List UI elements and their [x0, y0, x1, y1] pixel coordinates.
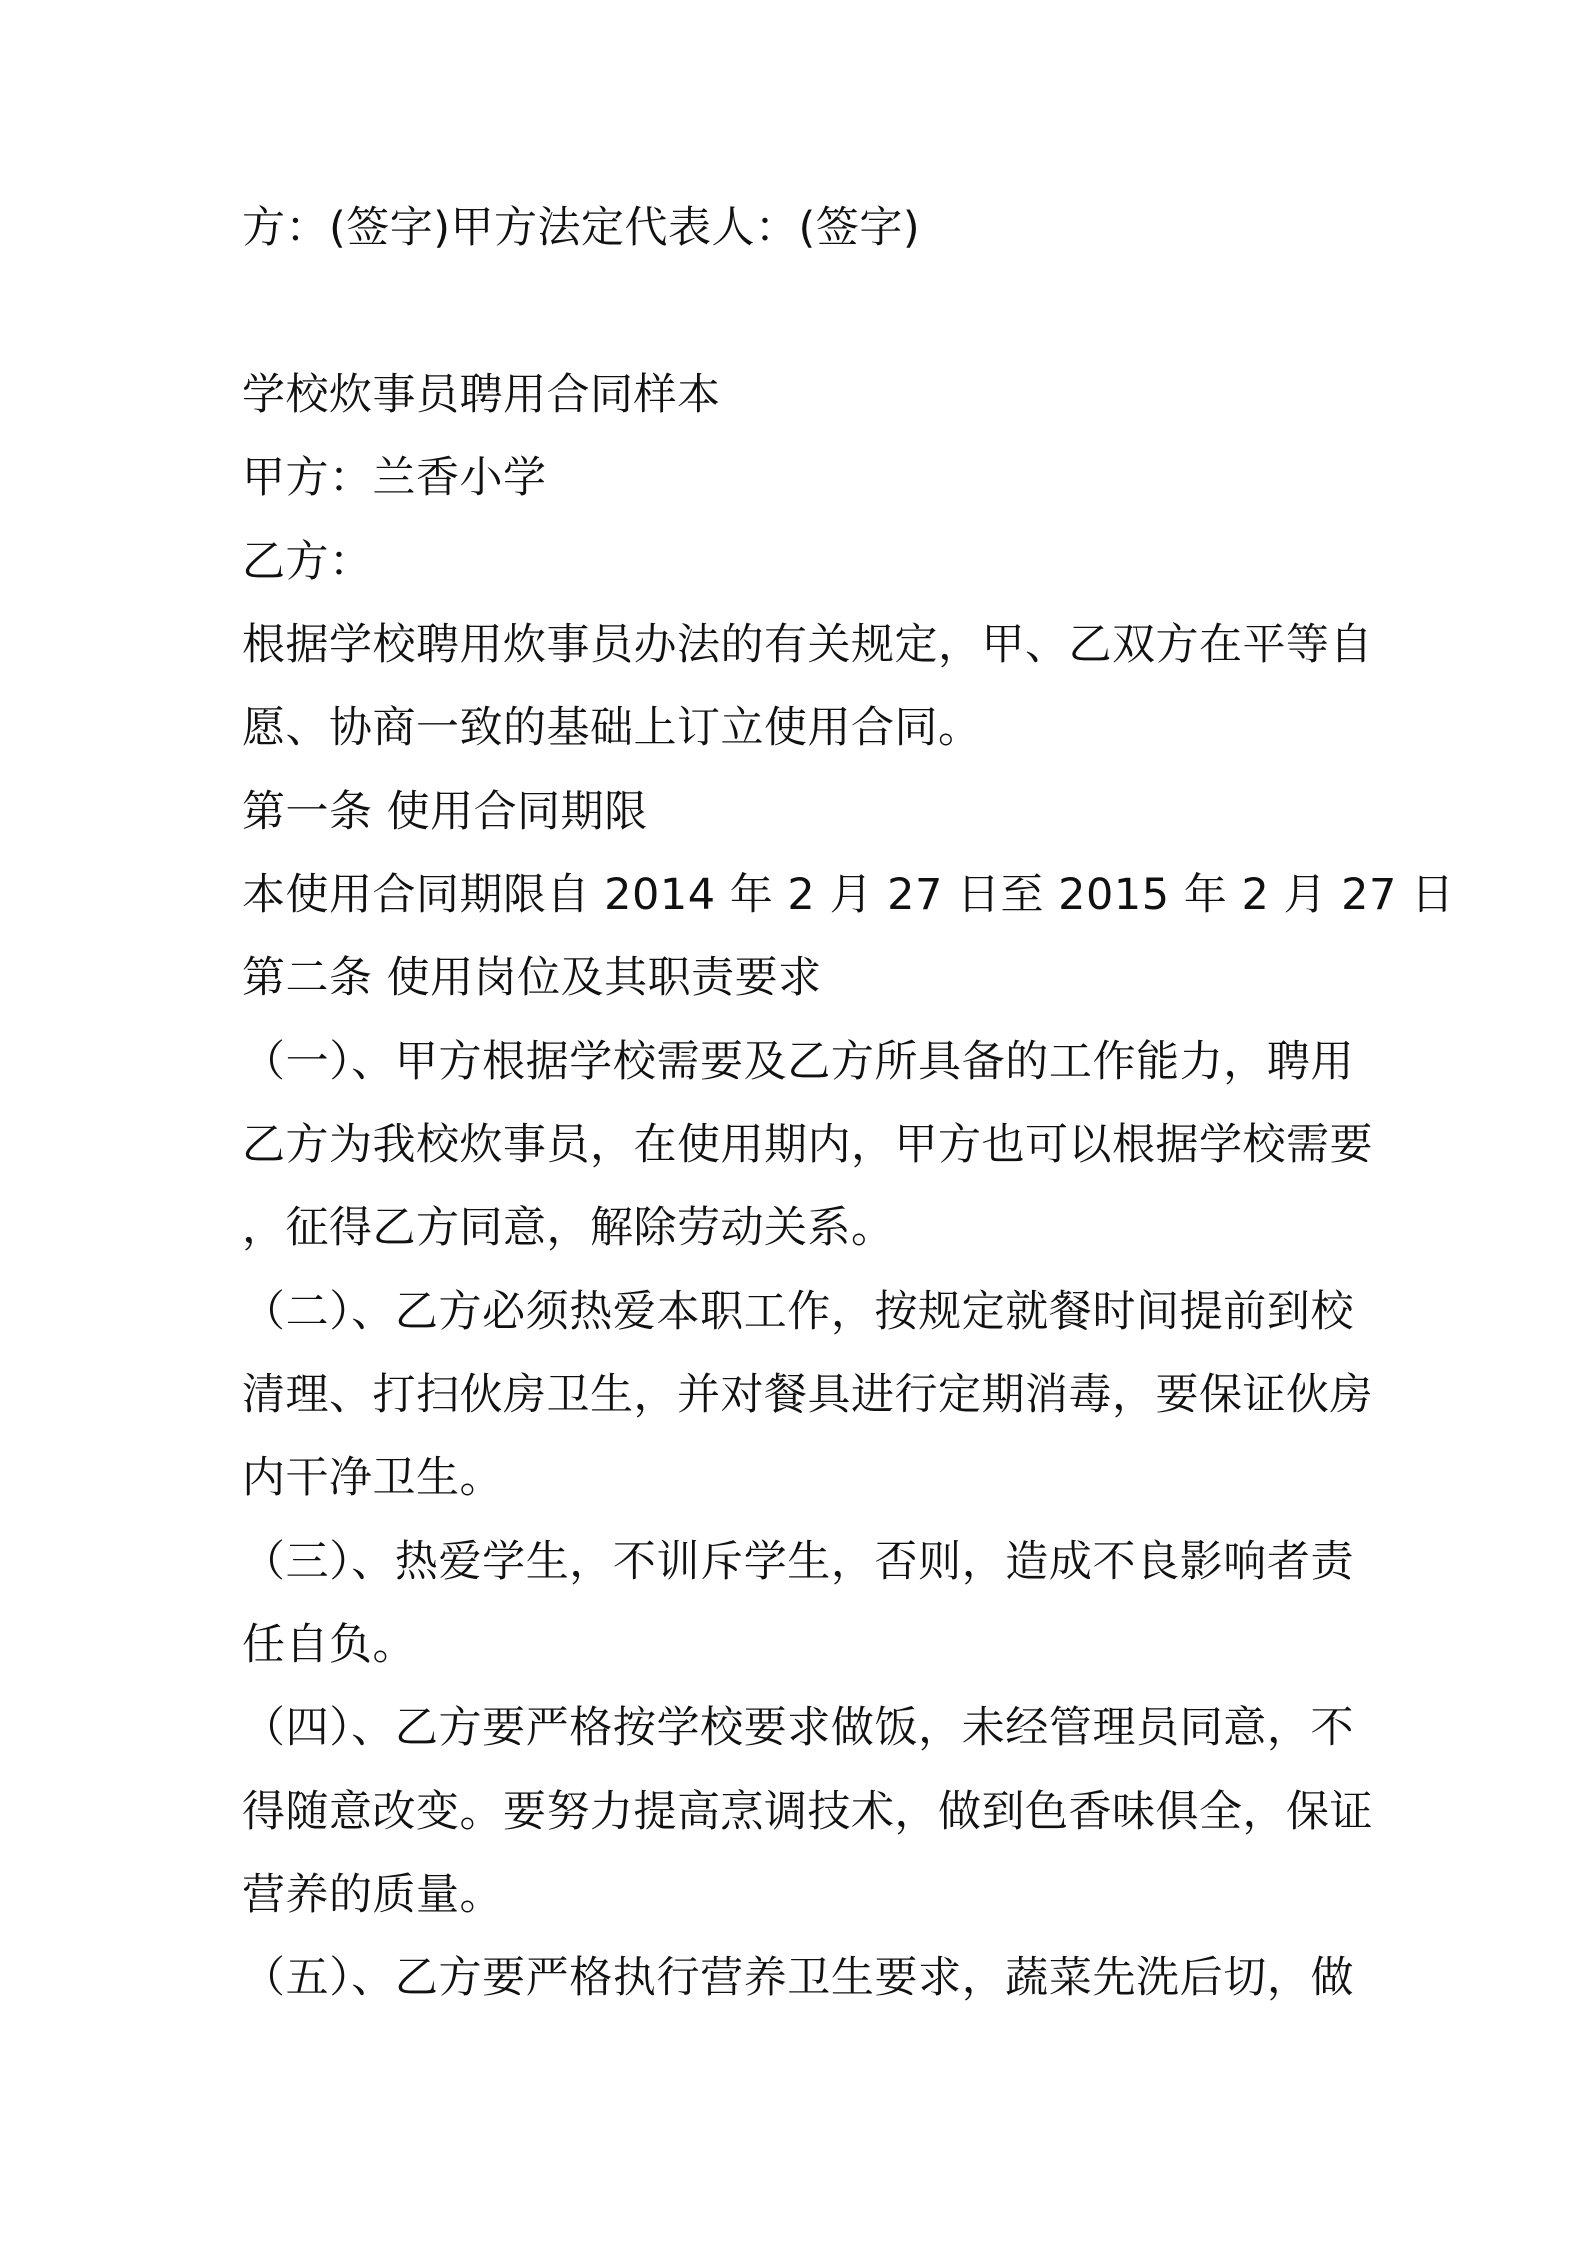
article-2-heading: 第二条 使用岗位及其职责要求 [242, 953, 822, 1003]
preamble-line-1: 根据学校聘用炊事员办法的有关规定，甲、乙双方在平等自 [242, 620, 1373, 670]
clause-1-line-3: ，征得乙方同意，解除劳动关系。 [242, 1203, 895, 1253]
party-b-line: 乙方： [242, 537, 373, 587]
party-a-line: 甲方：兰香小学 [242, 453, 547, 503]
article-1-text: 本使用合同期限自 2014 年 2 月 27 日至 2015 年 2 月 27 日 [242, 870, 1455, 920]
article-1-heading: 第一条 使用合同期限 [242, 787, 648, 837]
clause-3-line-1: （三）、热爱学生，不训斥学生，否则，造成不良影响者责 [242, 1537, 1354, 1587]
clause-1-line-2: 乙方为我校炊事员，在使用期内，甲方也可以根据学校需要 [242, 1120, 1373, 1170]
clause-2-line-2: 清理、打扫伙房卫生，并对餐具进行定期消毒，要保证伙房 [242, 1370, 1373, 1420]
clause-4-line-2: 得随意改变。要努力提高烹调技术，做到色香味俱全，保证 [242, 1787, 1373, 1837]
clause-4-line-1: （四）、乙方要严格按学校要求做饭，未经管理员同意，不 [242, 1703, 1354, 1753]
clause-1-line-1: （一）、甲方根据学校需要及乙方所具备的工作能力，聘用 [242, 1037, 1354, 1087]
signature-line: 方：(签字)甲方法定代表人：(签字) [242, 203, 921, 253]
clause-2-line-3: 内干净卫生。 [242, 1453, 503, 1503]
preamble-line-2: 愿、协商一致的基础上订立使用合同。 [242, 703, 982, 753]
clause-2-line-1: （二）、乙方必须热爱本职工作，按规定就餐时间提前到校 [242, 1287, 1354, 1337]
clause-4-line-3: 营养的质量。 [242, 1870, 503, 1920]
clause-3-line-2: 任自负。 [242, 1620, 416, 1670]
document-title: 学校炊事员聘用合同样本 [242, 370, 721, 420]
clause-5-line-1: （五）、乙方要严格执行营养卫生要求，蔬菜先洗后切，做 [242, 1953, 1354, 2003]
